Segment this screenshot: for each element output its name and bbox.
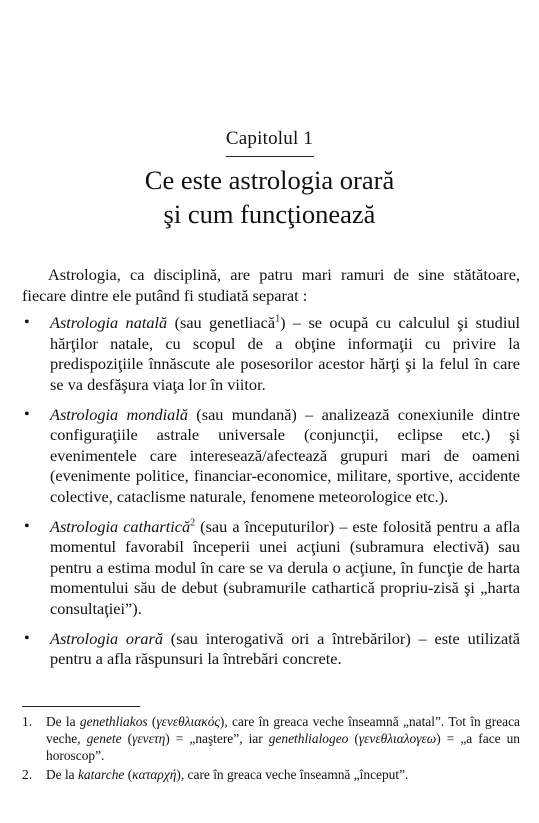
footnote-2: [22, 766, 520, 783]
chapter-title-line-1: Ce este astrologia orară: [144, 165, 395, 195]
item-text: ) – se ocupă cu calculul şi studiul hărţilor natale, cu scopul de a obţine informaţii cu privire la predispoziţiile înnăscute ale posesorilor acestor hărţi şi la felul în care se va desfăşura viaţa lor în viitor.: [50, 313, 521, 394]
footnote-text: ), care în greaca veche înseamnă „natal”. Tot în greaca veche,: [46, 714, 520, 746]
item-text: (sau a începuturilor) – este folosită pentru a afla momentul favorabil începerii unei acţiuni (subramura electivă) sau pentru a estima modul în care se va derula o acţiune, în funcţie de harta momentului său de debut (subramurile cathartică propriu-zisă şi „harta consultaţiei”).: [50, 516, 520, 618]
list-item-catharctica: [22, 517, 520, 620]
list-item-mondiala: [22, 405, 520, 508]
branches-list: [22, 313, 520, 670]
list-item-orara: [22, 629, 520, 670]
greek-term: γενεθλιακός: [156, 714, 220, 729]
greek-term: γενεθλιαλογεω: [358, 731, 437, 746]
chapter-title-line-2: şi cum funcţionează: [163, 199, 376, 229]
footnote-number: 2.: [22, 767, 33, 782]
footnote-text: De la: [46, 714, 80, 729]
term-orara: Astrologia orară: [50, 628, 164, 648]
item-text: (sau interogativă ori a întrebărilor) – este utilizată pentru a afla răspunsuri la întrebări concrete.: [50, 628, 521, 669]
footnote-term: genethlialogeo: [268, 731, 349, 746]
greek-term: καταρχή: [132, 767, 177, 782]
footnote-ref-1: 1: [275, 313, 281, 325]
chapter-divider: [226, 156, 314, 157]
intro-paragraph: Astrologia, ca disciplină, are patru mari ramuri de sine stătătoare, fiecare dintre ele putând fi studiată separat :: [22, 265, 520, 305]
chapter-label: Capitolul 1: [225, 128, 314, 149]
footnote-text: ), care în greaca veche înseamnă „început”.: [176, 767, 409, 782]
term-mondiala: Astrologia mondială: [50, 404, 188, 424]
footnote-divider: [22, 706, 140, 707]
footnote-text: (: [348, 731, 359, 746]
bullet-icon: •: [24, 629, 30, 647]
footnote-term: katarche: [77, 767, 125, 782]
footnote-1: [22, 713, 520, 764]
term-natal: Astrologia natală: [50, 313, 168, 333]
bullet-icon: •: [24, 517, 30, 535]
footnote-term: genete: [86, 731, 122, 746]
footnote-ref-2: 2: [190, 517, 196, 529]
footnote-text: ) = „a face un horoscop”.: [46, 731, 521, 763]
footnote-text: ) = „naştere”, iar: [165, 731, 269, 746]
body-text: [22, 265, 520, 679]
footnote-number: 1.: [22, 714, 33, 729]
bullet-icon: •: [24, 314, 30, 332]
footnote-text: (: [121, 731, 133, 746]
list-item-natal: [22, 313, 520, 395]
footnote-text: De la: [46, 767, 78, 782]
footnotes: [22, 713, 520, 785]
footnote-term: genethliakos: [79, 714, 148, 729]
footnote-text: (: [147, 714, 157, 729]
chapter-title: [0, 163, 539, 231]
item-text-prefix: (sau genetliacă: [167, 313, 276, 333]
footnote-text: (: [124, 767, 133, 782]
greek-term: γενετη: [132, 731, 166, 746]
term-catharctica: Astrologia cathartică: [50, 516, 191, 536]
item-text: (sau mundană) – analizează conexiunile dintre configuraţiile astrale universale (conjuncţii, eclipse etc.) şi evenimentele care interesează/afectează grupuri mari de oameni (evenimente politice, financiar-economice, militare, sportive, accidente colective, cataclisme naturale, fenomene meteorologice etc.).: [50, 404, 520, 506]
bullet-icon: •: [24, 405, 30, 423]
